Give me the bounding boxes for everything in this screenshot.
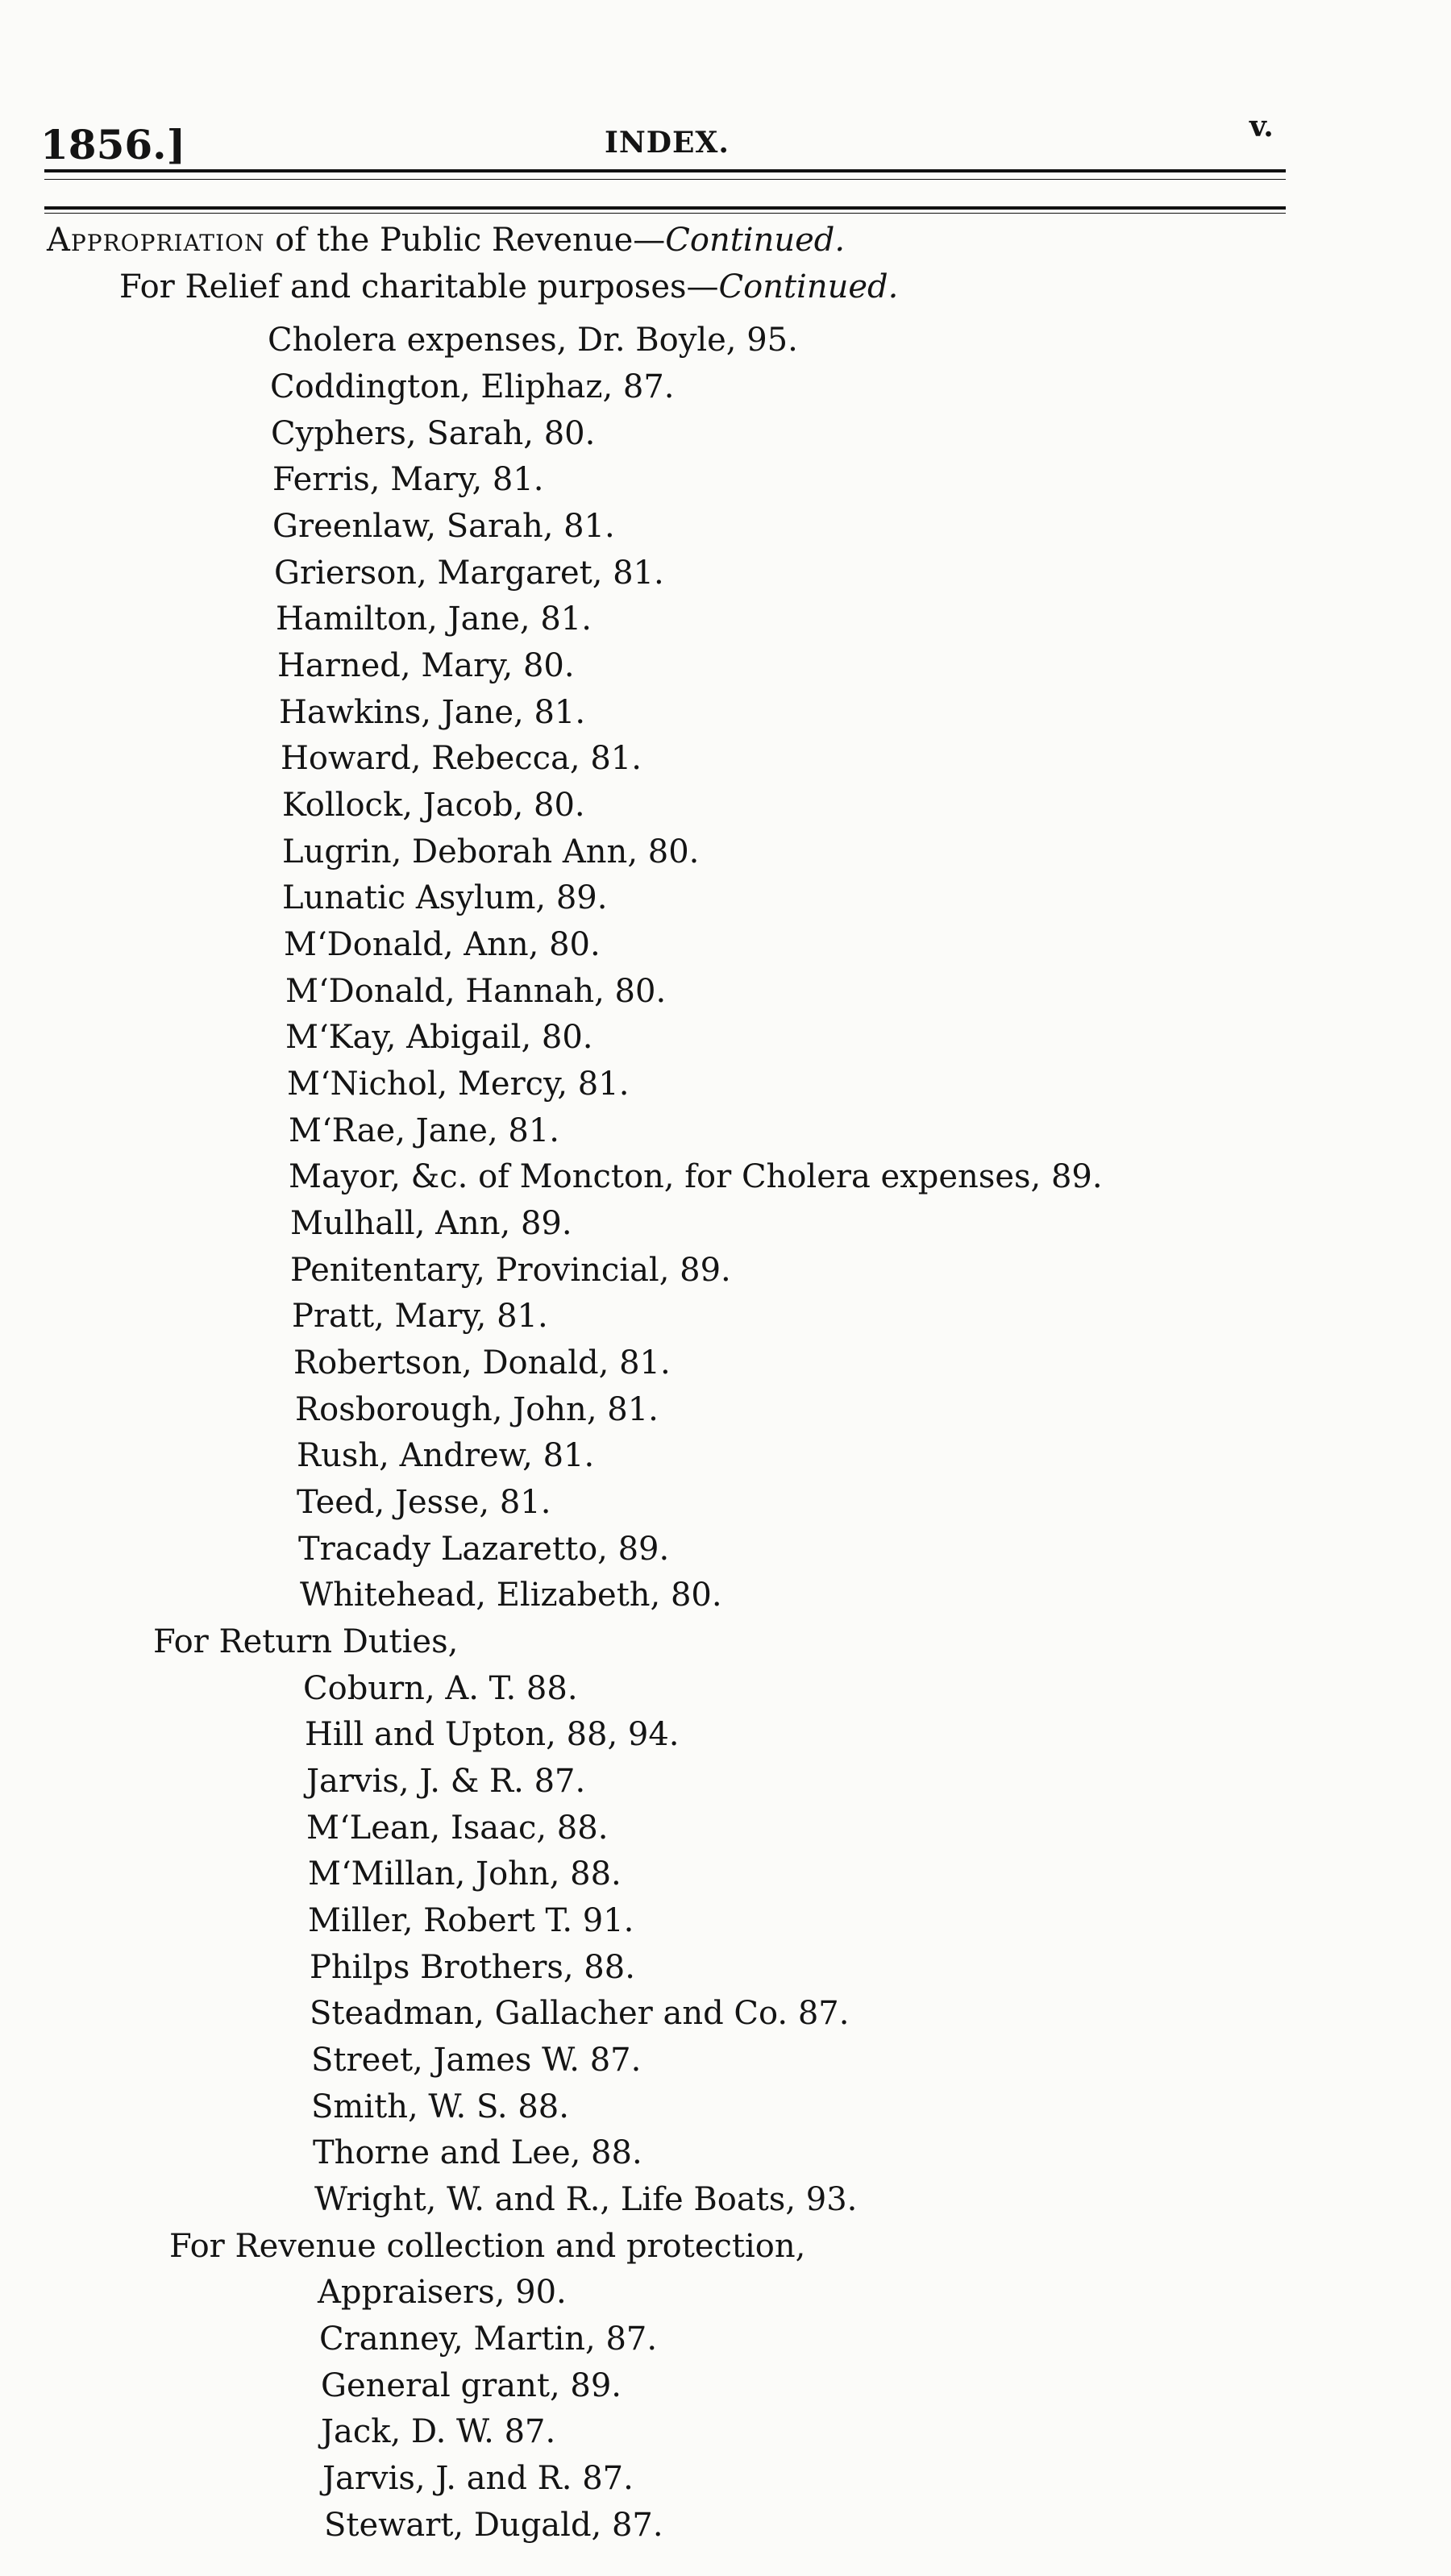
index-entry: Mayor, &c. of Moncton, for Cholera expenses, 89. bbox=[289, 1158, 1103, 1195]
subheading-revenue-collection: For Revenue collection and protection, bbox=[169, 2228, 806, 2265]
index-entry: Lunatic Asylum, 89. bbox=[282, 879, 608, 916]
index-entry: M‘Donald, Ann, 80. bbox=[284, 926, 601, 963]
index-entry: M‘Rae, Jane, 81. bbox=[289, 1112, 560, 1149]
header-rule-top bbox=[44, 169, 1286, 172]
index-entry: General grant, 89. bbox=[321, 2367, 622, 2404]
main-heading bbox=[47, 221, 845, 260]
index-entry: M‘Nichol, Mercy, 81. bbox=[287, 1066, 630, 1103]
index-entry: Hawkins, Jane, 81. bbox=[279, 694, 586, 731]
index-entry: Rush, Andrew, 81. bbox=[297, 1437, 595, 1474]
index-entry: Tracady Lazaretto, 89. bbox=[298, 1531, 670, 1568]
index-entry: Grierson, Margaret, 81. bbox=[274, 555, 664, 592]
header-title: INDEX. bbox=[605, 126, 730, 160]
index-entry: Whitehead, Elizabeth, 80. bbox=[300, 1577, 722, 1614]
header-rule-bottom-thin bbox=[44, 213, 1286, 214]
index-entry: Wright, W. and R., Life Boats, 93. bbox=[314, 2181, 858, 2218]
subheading-relief-continued: Continued. bbox=[718, 268, 899, 305]
index-entry: M‘Donald, Hannah, 80. bbox=[285, 973, 667, 1010]
index-entry: M‘Millan, John, 88. bbox=[308, 1855, 622, 1893]
index-entry: Mulhall, Ann, 89. bbox=[290, 1205, 572, 1242]
index-entry: Smith, W. S. 88. bbox=[311, 2088, 569, 2125]
index-entry: M‘Kay, Abigail, 80. bbox=[285, 1019, 593, 1056]
index-entry: Thorne and Lee, 88. bbox=[313, 2134, 642, 2171]
index-entry: Jack, D. W. 87. bbox=[321, 2413, 556, 2450]
index-entry: Teed, Jesse, 81. bbox=[297, 1484, 551, 1521]
index-entry: Steadman, Gallacher and Co. 87. bbox=[310, 1995, 850, 2032]
index-entry: Greenlaw, Sarah, 81. bbox=[272, 508, 615, 545]
index-entry: Cranney, Martin, 87. bbox=[319, 2320, 658, 2358]
header-year: 1856.] bbox=[40, 121, 186, 168]
index-entry: Kollock, Jacob, 80. bbox=[282, 787, 585, 824]
index-entry: Lugrin, Deborah Ann, 80. bbox=[282, 833, 700, 870]
index-entry: Penitentary, Provincial, 89. bbox=[290, 1252, 731, 1289]
index-entry: Jarvis, J. and R. 87. bbox=[322, 2460, 634, 2497]
index-entry: Rosborough, John, 81. bbox=[295, 1391, 659, 1428]
subheading-relief-text: For Relief and charitable purposes— bbox=[119, 268, 719, 305]
index-entry: Street, James W. 87. bbox=[311, 2042, 642, 2079]
index-entry: Hamilton, Jane, 81. bbox=[276, 600, 592, 638]
main-heading-lead: Appropriation bbox=[47, 222, 265, 259]
subheading-relief bbox=[119, 268, 898, 306]
page-header bbox=[40, 110, 1290, 168]
index-entry: Coburn, A. T. 88. bbox=[303, 1670, 578, 1707]
header-page-number: v. bbox=[1249, 110, 1274, 143]
index-entry: M‘Lean, Isaac, 88. bbox=[306, 1809, 609, 1847]
header-rule-bottom bbox=[44, 206, 1286, 210]
index-entry: Howard, Rebecca, 81. bbox=[281, 740, 642, 777]
index-entry: Pratt, Mary, 81. bbox=[292, 1298, 548, 1335]
main-heading-text: of the Public Revenue— bbox=[264, 222, 666, 259]
index-entry: Ferris, Mary, 81. bbox=[272, 461, 544, 498]
index-entry: Robertson, Donald, 81. bbox=[293, 1344, 671, 1381]
index-entry: Harned, Mary, 80. bbox=[277, 647, 575, 684]
index-entry: Stewart, Dugald, 87. bbox=[324, 2507, 663, 2544]
index-entry: Cyphers, Sarah, 80. bbox=[271, 415, 596, 452]
subheading-return-duties: For Return Duties, bbox=[153, 1623, 459, 1660]
index-entry: Philps Brothers, 88. bbox=[310, 1949, 635, 1986]
index-entry: Cholera expenses, Dr. Boyle, 95. bbox=[268, 322, 798, 359]
index-entry: Miller, Robert T. 91. bbox=[308, 1902, 634, 1939]
header-rule-top-thin bbox=[44, 179, 1286, 180]
index-entry: Hill and Upton, 88, 94. bbox=[305, 1716, 680, 1753]
index-entry: Jarvis, J. & R. 87. bbox=[306, 1763, 586, 1800]
index-entry: Coddington, Eliphaz, 87. bbox=[270, 368, 675, 405]
main-heading-continued: Continued. bbox=[665, 222, 846, 259]
index-entry: Appraisers, 90. bbox=[318, 2274, 567, 2311]
